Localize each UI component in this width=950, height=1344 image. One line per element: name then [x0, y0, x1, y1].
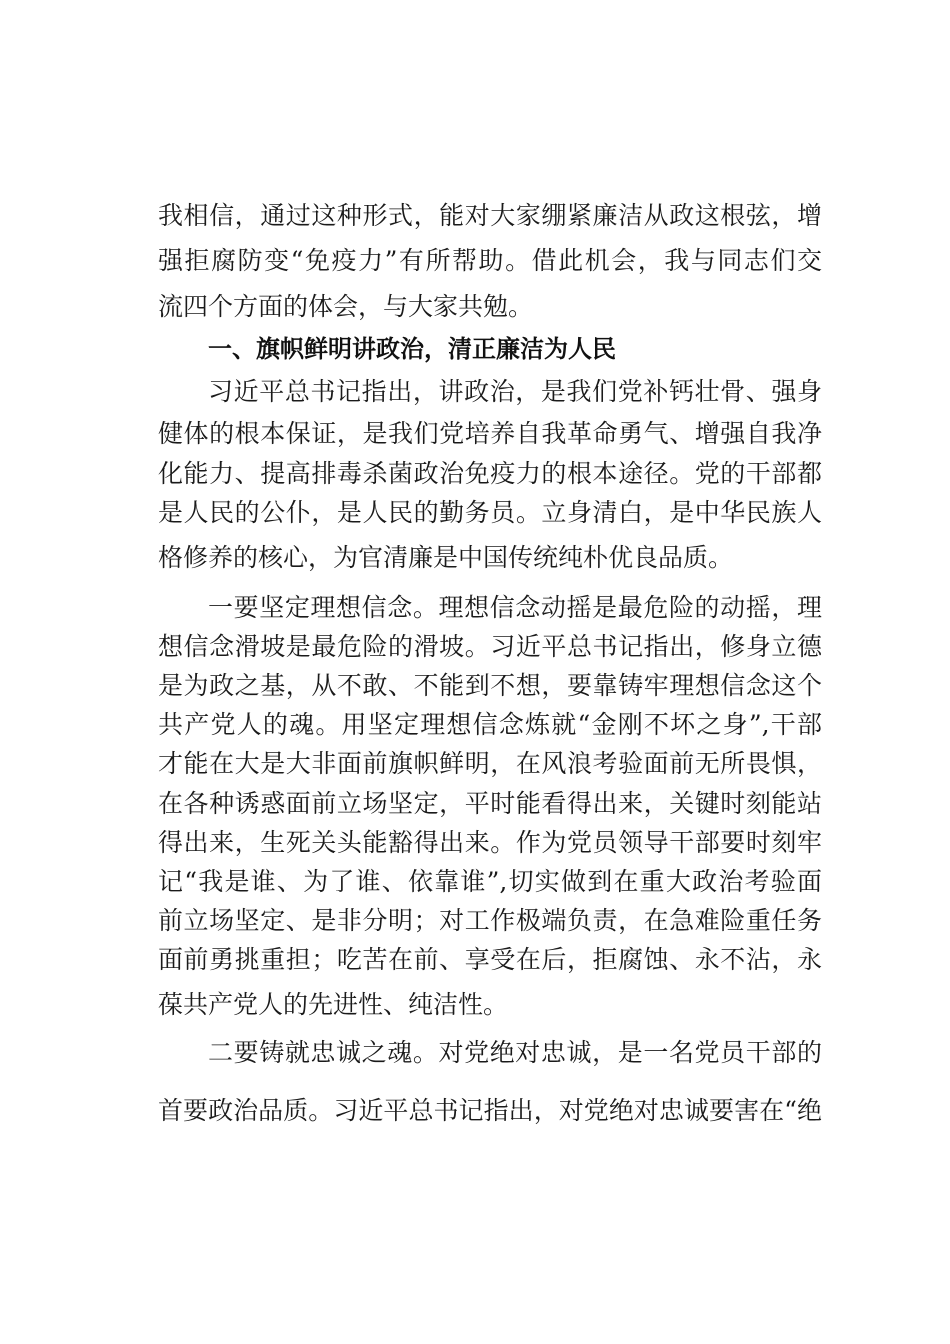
paragraph3-line-1: 二要铸就忠诚之魂。对党绝对忠诚，是一名党员干部的 — [208, 1038, 822, 1067]
intro-line-3: 流四个方面的体会，与大家共勉。 — [158, 292, 534, 321]
paragraph2-line-6: 在各种诱惑面前立场坚定，平时能看得出来，关键时刻能站 — [158, 789, 822, 818]
paragraph2-line-10: 面前勇挑重担；吃苦在前、享受在后，拒腐蚀、永不沾，永 — [158, 945, 822, 974]
paragraph2-line-3: 是为政之基，从不敢、不能到不想，要靠铸牢理想信念这个 — [158, 671, 822, 700]
paragraph1-line-2: 健体的根本保证，是我们党培养自我革命勇气、增强自我净 — [158, 419, 822, 448]
paragraph1-line-1: 习近平总书记指出，讲政治，是我们党补钙壮骨、强身 — [208, 377, 822, 406]
paragraph3-line-2: 首要政治品质。习近平总书记指出，对党绝对忠诚要害在“绝 — [158, 1096, 822, 1125]
paragraph2-line-9: 前立场坚定、是非分明；对工作极端负责，在急难险重任务 — [158, 906, 822, 935]
paragraph2-line-7: 得出来，生死关头能豁得出来。作为党员领导干部要时刻牢 — [158, 828, 822, 857]
paragraph1-line-5: 格修养的核心，为官清廉是中国传统纯朴优良品质。 — [158, 543, 734, 572]
paragraph2-line-8: 记“我是谁、为了谁、依靠谁”,切实做到在重大政治考验面 — [158, 867, 822, 896]
paragraph2-line-1: 一要坚定理想信念。理想信念动摇是最危险的动摇，理 — [208, 593, 822, 622]
paragraph2-line-11: 葆共产党人的先进性、纯洁性。 — [158, 990, 509, 1019]
intro-line-2: 强拒腐防变“免疫力”有所帮助。借此机会，我与同志们交 — [158, 246, 822, 275]
paragraph2-line-5: 才能在大是大非面前旗帜鲜明，在风浪考验面前无所畏惧， — [158, 749, 822, 778]
paragraph2-line-4: 共产党人的魂。用坚定理想信念炼就“金刚不坏之身”,干部 — [158, 710, 822, 739]
paragraph1-line-4: 是人民的公仆，是人民的勤务员。立身清白，是中华民族人 — [158, 498, 822, 527]
paragraph2-line-2: 想信念滑坡是最危险的滑坡。习近平总书记指出，修身立德 — [158, 632, 822, 661]
paragraph1-line-3: 化能力、提高排毒杀菌政治免疫力的根本途径。党的干部都 — [158, 459, 822, 488]
section-heading: 一、旗帜鲜明讲政治，清正廉洁为人民 — [208, 335, 616, 363]
intro-line-1: 我相信，通过这种形式，能对大家绷紧廉洁从政这根弦，增 — [158, 201, 822, 230]
